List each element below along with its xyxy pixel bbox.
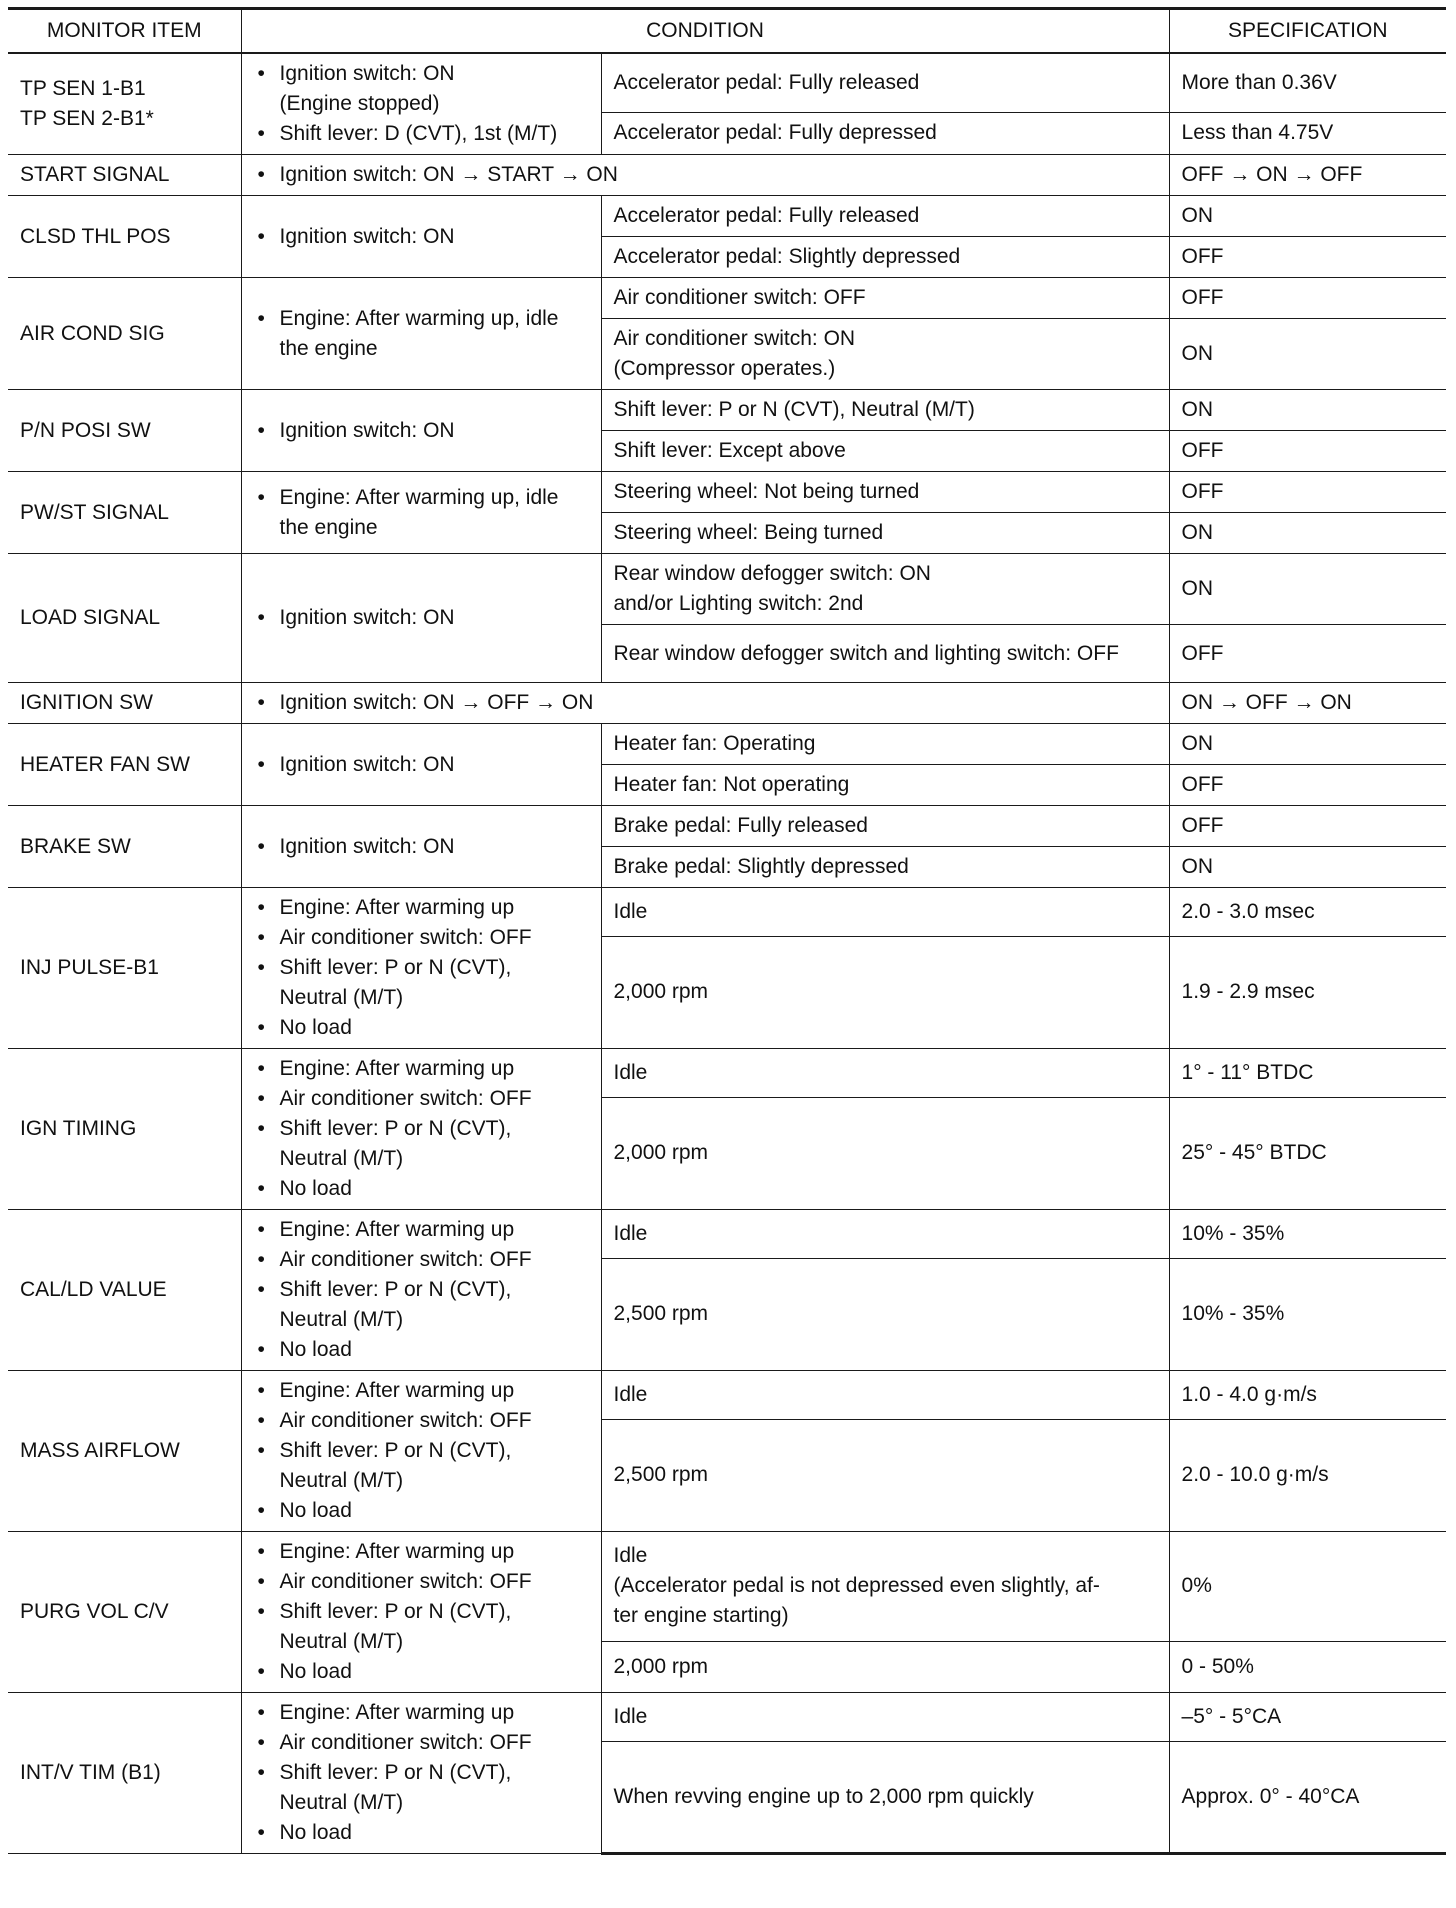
monitor-item-cell: P/N POSI SW bbox=[8, 390, 241, 472]
table-row bbox=[8, 683, 1446, 724]
specification-cell: 25° - 45° BTDC bbox=[1169, 1097, 1446, 1209]
specification-cell: OFF bbox=[1169, 472, 1446, 513]
condition-detail-cell: Shift lever: Except above bbox=[601, 431, 1169, 472]
condition-bullet: • Engine: After warming up bbox=[254, 1698, 589, 1728]
condition-detail-cell: Accelerator pedal: Fully released bbox=[601, 53, 1169, 112]
condition-bullet: • Air conditioner switch: OFF bbox=[254, 1567, 589, 1597]
specification-cell: OFF bbox=[1169, 765, 1446, 806]
condition-detail-cell: Heater fan: Not operating bbox=[601, 765, 1169, 806]
specification-cell: 10% - 35% bbox=[1169, 1258, 1446, 1370]
monitor-item-cell: INJ PULSE-B1 bbox=[8, 888, 241, 1049]
condition-detail-cell: Steering wheel: Being turned bbox=[601, 513, 1169, 554]
condition-bullet: • Shift lever: P or N (CVT), Neutral (M/T) bbox=[254, 1436, 589, 1496]
condition-detail-cell: Air conditioner switch: OFF bbox=[601, 278, 1169, 319]
specification-cell: Approx. 0° - 40°CA bbox=[1169, 1741, 1446, 1853]
condition-bullet: • Engine: After warming up bbox=[254, 1054, 589, 1084]
specification-cell: 0% bbox=[1169, 1532, 1446, 1642]
specification-cell: –5° - 5°CA bbox=[1169, 1693, 1446, 1742]
header-monitor-item: MONITOR ITEM bbox=[8, 9, 241, 54]
specification-cell: OFF bbox=[1169, 278, 1446, 319]
condition-cell bbox=[241, 554, 601, 683]
condition-cell bbox=[241, 53, 601, 155]
specification-cell: 2.0 - 3.0 msec bbox=[1169, 888, 1446, 937]
condition-list bbox=[254, 688, 1157, 718]
condition-bullet: • Ignition switch: ON bbox=[254, 222, 589, 252]
condition-detail-cell: Idle bbox=[601, 1049, 1169, 1098]
header-row bbox=[8, 9, 1446, 54]
monitor-item-cell: IGN TIMING bbox=[8, 1049, 241, 1210]
condition-bullet: • Engine: After warming up bbox=[254, 1215, 589, 1245]
condition-bullet: • No load bbox=[254, 1174, 589, 1204]
specification-cell: 0 - 50% bbox=[1169, 1641, 1446, 1692]
condition-detail-cell: Accelerator pedal: Slightly depressed bbox=[601, 237, 1169, 278]
condition-cell bbox=[241, 155, 1169, 196]
table-row bbox=[8, 1371, 1446, 1420]
condition-bullet: • No load bbox=[254, 1335, 589, 1365]
condition-detail-cell: Rear window defogger switch: ON and/or Lighting switch: 2nd bbox=[601, 554, 1169, 625]
condition-detail-cell: Steering wheel: Not being turned bbox=[601, 472, 1169, 513]
specification-cell: Less than 4.75V bbox=[1169, 112, 1446, 154]
specification-cell: ON bbox=[1169, 847, 1446, 888]
condition-detail-cell: Idle bbox=[601, 1693, 1169, 1742]
condition-detail-cell: Shift lever: P or N (CVT), Neutral (M/T) bbox=[601, 390, 1169, 431]
condition-list bbox=[254, 304, 589, 364]
table-row bbox=[8, 472, 1446, 513]
table-row bbox=[8, 1049, 1446, 1098]
monitor-item-cell: PURG VOL C/V bbox=[8, 1532, 241, 1693]
condition-detail-cell: Idle (Accelerator pedal is not depressed even slightly, af- ter engine starting) bbox=[601, 1532, 1169, 1642]
condition-list bbox=[254, 893, 589, 1043]
condition-bullet: • No load bbox=[254, 1496, 589, 1526]
table-row bbox=[8, 888, 1446, 937]
condition-list bbox=[254, 59, 589, 149]
condition-cell bbox=[241, 888, 601, 1049]
condition-bullet: • Ignition switch: ON bbox=[254, 832, 589, 862]
table-row bbox=[8, 196, 1446, 237]
table-row bbox=[8, 806, 1446, 847]
condition-list bbox=[254, 1054, 589, 1204]
condition-bullet: • Shift lever: D (CVT), 1st (M/T) bbox=[254, 119, 589, 149]
specification-cell: ON bbox=[1169, 724, 1446, 765]
specification-cell: ON bbox=[1169, 554, 1446, 625]
condition-list bbox=[254, 832, 589, 862]
condition-cell bbox=[241, 1210, 601, 1371]
header-specification: SPECIFICATION bbox=[1169, 9, 1446, 54]
monitor-item-cell: INT/V TIM (B1) bbox=[8, 1693, 241, 1854]
condition-detail-cell: Air conditioner switch: ON (Compressor operates.) bbox=[601, 319, 1169, 390]
monitor-item-cell: PW/ST SIGNAL bbox=[8, 472, 241, 554]
specification-cell: 1.9 - 2.9 msec bbox=[1169, 936, 1446, 1048]
specification-cell: OFF bbox=[1169, 431, 1446, 472]
specification-cell: ON → OFF → ON bbox=[1169, 683, 1446, 724]
condition-cell bbox=[241, 1049, 601, 1210]
condition-cell bbox=[241, 278, 601, 390]
condition-bullet: • Air conditioner switch: OFF bbox=[254, 1084, 589, 1114]
table-row bbox=[8, 390, 1446, 431]
condition-list bbox=[254, 1698, 589, 1848]
table-row bbox=[8, 1210, 1446, 1259]
condition-list bbox=[254, 160, 1157, 190]
table-body bbox=[8, 53, 1446, 1854]
specification-cell: 1.0 - 4.0 g·m/s bbox=[1169, 1371, 1446, 1420]
specification-cell: 10% - 35% bbox=[1169, 1210, 1446, 1259]
condition-bullet: • No load bbox=[254, 1818, 589, 1848]
condition-bullet: • Ignition switch: ON bbox=[254, 416, 589, 446]
condition-bullet: • Engine: After warming up bbox=[254, 893, 589, 923]
condition-detail-cell: When revving engine up to 2,000 rpm quickly bbox=[601, 1741, 1169, 1853]
monitor-item-cell: MASS AIRFLOW bbox=[8, 1371, 241, 1532]
condition-bullet: • Engine: After warming up, idle the engine bbox=[254, 304, 589, 364]
condition-cell bbox=[241, 390, 601, 472]
condition-bullet: • Engine: After warming up bbox=[254, 1376, 589, 1406]
condition-detail-cell: Idle bbox=[601, 1371, 1169, 1420]
specification-cell: ON bbox=[1169, 196, 1446, 237]
condition-bullet: • Shift lever: P or N (CVT), Neutral (M/T) bbox=[254, 1114, 589, 1174]
specification-cell: 1° - 11° BTDC bbox=[1169, 1049, 1446, 1098]
monitor-item-cell: CLSD THL POS bbox=[8, 196, 241, 278]
specification-cell: OFF → ON → OFF bbox=[1169, 155, 1446, 196]
condition-list bbox=[254, 750, 589, 780]
table-row bbox=[8, 53, 1446, 112]
condition-cell bbox=[241, 1693, 601, 1854]
condition-detail-cell: Accelerator pedal: Fully released bbox=[601, 196, 1169, 237]
condition-list bbox=[254, 483, 589, 543]
condition-bullet: • Air conditioner switch: OFF bbox=[254, 1406, 589, 1436]
table-row bbox=[8, 1693, 1446, 1742]
condition-bullet: • Ignition switch: ON → START → ON bbox=[254, 160, 1157, 190]
condition-list bbox=[254, 416, 589, 446]
monitor-item-cell: CAL/LD VALUE bbox=[8, 1210, 241, 1371]
condition-detail-cell: Brake pedal: Fully released bbox=[601, 806, 1169, 847]
specification-cell: ON bbox=[1169, 390, 1446, 431]
condition-bullet: • Ignition switch: ON bbox=[254, 750, 589, 780]
specification-cell: 2.0 - 10.0 g·m/s bbox=[1169, 1419, 1446, 1531]
condition-detail-cell: 2,000 rpm bbox=[601, 1097, 1169, 1209]
header-condition: CONDITION bbox=[241, 9, 1169, 54]
monitor-item-cell: BRAKE SW bbox=[8, 806, 241, 888]
condition-detail-cell: Idle bbox=[601, 888, 1169, 937]
table-row bbox=[8, 155, 1446, 196]
condition-detail-cell: 2,500 rpm bbox=[601, 1258, 1169, 1370]
condition-bullet: • Ignition switch: ON bbox=[254, 603, 589, 633]
condition-bullet: • Air conditioner switch: OFF bbox=[254, 1245, 589, 1275]
monitor-item-cell: TP SEN 1-B1 TP SEN 2-B1* bbox=[8, 53, 241, 155]
condition-bullet: • Engine: After warming up bbox=[254, 1537, 589, 1567]
condition-list bbox=[254, 1215, 589, 1365]
condition-bullet: • Shift lever: P or N (CVT), Neutral (M/T) bbox=[254, 1758, 589, 1818]
table-row bbox=[8, 554, 1446, 625]
table-row bbox=[8, 1532, 1446, 1642]
condition-bullet: • Shift lever: P or N (CVT), Neutral (M/T) bbox=[254, 953, 589, 1013]
condition-detail-cell: 2,500 rpm bbox=[601, 1419, 1169, 1531]
monitor-spec-table bbox=[8, 7, 1446, 1855]
condition-cell bbox=[241, 472, 601, 554]
condition-list bbox=[254, 603, 589, 633]
specification-cell: ON bbox=[1169, 319, 1446, 390]
condition-cell bbox=[241, 683, 1169, 724]
condition-bullet: • Shift lever: P or N (CVT), Neutral (M/T) bbox=[254, 1275, 589, 1335]
condition-cell bbox=[241, 806, 601, 888]
condition-detail-cell: Heater fan: Operating bbox=[601, 724, 1169, 765]
condition-detail-cell: 2,000 rpm bbox=[601, 1641, 1169, 1692]
condition-list bbox=[254, 222, 589, 252]
condition-bullet: • Air conditioner switch: OFF bbox=[254, 923, 589, 953]
specification-cell: ON bbox=[1169, 513, 1446, 554]
monitor-item-cell: AIR COND SIG bbox=[8, 278, 241, 390]
condition-detail-cell: Accelerator pedal: Fully depressed bbox=[601, 112, 1169, 154]
condition-bullet: • Shift lever: P or N (CVT), Neutral (M/T) bbox=[254, 1597, 589, 1657]
specification-cell: OFF bbox=[1169, 237, 1446, 278]
table-row bbox=[8, 278, 1446, 319]
condition-bullet: • Air conditioner switch: OFF bbox=[254, 1728, 589, 1758]
condition-bullet: • Ignition switch: ON (Engine stopped) bbox=[254, 59, 589, 119]
condition-list bbox=[254, 1376, 589, 1526]
specification-cell: OFF bbox=[1169, 806, 1446, 847]
condition-bullet: • No load bbox=[254, 1013, 589, 1043]
condition-detail-cell: Rear window defogger switch and lighting switch: OFF bbox=[601, 625, 1169, 683]
condition-cell bbox=[241, 1371, 601, 1532]
specification-cell: More than 0.36V bbox=[1169, 53, 1446, 112]
condition-bullet: • Ignition switch: ON → OFF → ON bbox=[254, 688, 1157, 718]
condition-cell bbox=[241, 724, 601, 806]
specification-cell: OFF bbox=[1169, 625, 1446, 683]
condition-cell bbox=[241, 196, 601, 278]
condition-bullet: • No load bbox=[254, 1657, 589, 1687]
condition-bullet: • Engine: After warming up, idle the engine bbox=[254, 483, 589, 543]
monitor-item-cell: IGNITION SW bbox=[8, 683, 241, 724]
monitor-item-cell: HEATER FAN SW bbox=[8, 724, 241, 806]
condition-detail-cell: 2,000 rpm bbox=[601, 936, 1169, 1048]
condition-detail-cell: Idle bbox=[601, 1210, 1169, 1259]
table-row bbox=[8, 724, 1446, 765]
monitor-item-cell: START SIGNAL bbox=[8, 155, 241, 196]
condition-detail-cell: Brake pedal: Slightly depressed bbox=[601, 847, 1169, 888]
condition-cell bbox=[241, 1532, 601, 1693]
condition-list bbox=[254, 1537, 589, 1687]
monitor-item-cell: LOAD SIGNAL bbox=[8, 554, 241, 683]
